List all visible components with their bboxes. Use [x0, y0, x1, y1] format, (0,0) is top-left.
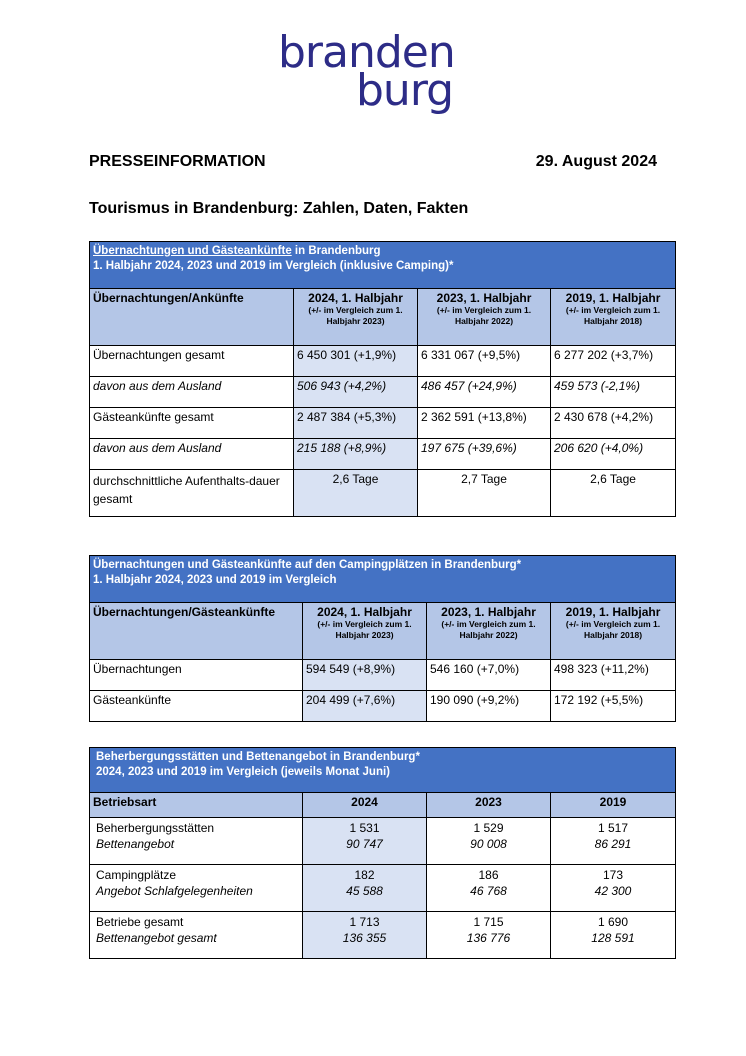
column-header-2023 — [427, 603, 551, 660]
table-title-line-1: Beherbergungsstätten und Bettenangebot in Brandenburg* — [96, 751, 420, 763]
row-label-sub: Angebot Schlafgelegenheiten — [96, 884, 253, 898]
table-title — [90, 242, 676, 289]
column-header-2023 — [418, 289, 551, 346]
cell-sub-value: 42 300 — [594, 884, 632, 898]
row-label — [90, 818, 303, 865]
cell-value: 1 690 — [597, 915, 629, 929]
row-label: Gästeankünfte — [90, 691, 303, 722]
table-title-line-2: 1. Halbjahr 2024, 2023 und 2019 im Vergleich (inklusive Camping)* — [93, 260, 454, 272]
table-header-row — [90, 793, 676, 818]
cell-sub-value: 128 591 — [591, 931, 635, 945]
column-header-title: 2023, 1. Halbjahr — [436, 291, 532, 305]
table-row — [90, 470, 676, 517]
cell-value: 1 517 — [597, 821, 629, 835]
column-header-2024: 2024 — [303, 793, 427, 818]
column-header-2019: 2019 — [551, 793, 676, 818]
cell-2019: 206 620 (+4,0%) — [551, 439, 676, 470]
table-row — [90, 408, 676, 439]
cell-sub-value: 46 768 — [470, 884, 507, 898]
column-header-2024 — [303, 603, 427, 660]
overnight-stays-table — [89, 241, 676, 517]
camping-table — [89, 555, 676, 722]
table-row — [90, 865, 676, 912]
cell-value: 1 713 — [349, 915, 380, 929]
cell-2024: 6 450 301 (+1,9%) — [294, 346, 418, 377]
cell-2024: 594 549 (+8,9%) — [303, 660, 427, 691]
cell-2023: 2 362 591 (+13,8%) — [418, 408, 551, 439]
column-header-note: (+/- im Vergleich zum 1. Halbjahr 2018) — [565, 305, 661, 326]
cell-sub-value: 136 776 — [466, 931, 511, 945]
cell-sub-value: 90 008 — [470, 837, 507, 851]
table-row — [90, 691, 676, 722]
cell-2019: 6 277 202 (+3,7%) — [551, 346, 676, 377]
cell-2023: 486 457 (+24,9%) — [418, 377, 551, 408]
cell-2024 — [303, 818, 427, 865]
column-header-label: Übernachtungen/Ankünfte — [90, 289, 294, 346]
cell-value: 173 — [602, 868, 624, 882]
cell-2019 — [551, 912, 676, 959]
press-label: PRESSEINFORMATION — [89, 153, 266, 170]
table-title-line-2: 2024, 2023 und 2019 im Vergleich (jeweils Monat Juni) — [96, 766, 391, 778]
column-header-title: 2023, 1. Halbjahr — [441, 605, 536, 619]
row-label-main: Beherbergungsstätten — [96, 821, 215, 835]
row-label: durchschnittliche Aufenthalts-dauer gesamt — [90, 470, 294, 517]
cell-2023: 197 675 (+39,6%) — [418, 439, 551, 470]
cell-2019: 2 430 678 (+4,2%) — [551, 408, 676, 439]
cell-2019 — [551, 865, 676, 912]
row-label: Gästeankünfte gesamt — [90, 408, 294, 439]
logo-line-1: branden — [278, 27, 455, 78]
row-label: davon aus dem Ausland — [90, 377, 294, 408]
row-label: Übernachtungen gesamt — [90, 346, 294, 377]
cell-2024 — [303, 865, 427, 912]
cell-sub-value: 45 588 — [346, 884, 383, 898]
column-header-note: (+/- im Vergleich zum 1. Halbjahr 2018) — [565, 619, 661, 640]
cell-2023: 6 331 067 (+9,5%) — [418, 346, 551, 377]
cell-2023: 546 160 (+7,0%) — [427, 660, 551, 691]
press-date: 29. August 2024 — [535, 153, 657, 170]
row-label: Übernachtungen — [90, 660, 303, 691]
table-title-rest: in Brandenburg — [291, 245, 381, 257]
cell-value: 182 — [354, 868, 375, 882]
column-header-label: Übernachtungen/Gästeankünfte — [90, 603, 303, 660]
cell-2024: 204 499 (+7,6%) — [303, 691, 427, 722]
table-title-underlined: Übernachtungen und Gästeankünfte — [93, 245, 292, 257]
table-header-row — [90, 603, 676, 660]
table-header-row — [90, 289, 676, 346]
table-row — [90, 346, 676, 377]
column-header-title: 2024, 1. Halbjahr — [317, 605, 412, 619]
column-header-note: (+/- im Vergleich zum 1. Halbjahr 2023) — [308, 305, 403, 326]
cell-value: 186 — [478, 868, 499, 882]
cell-2019: 459 573 (-2,1%) — [551, 377, 676, 408]
cell-2019: 172 192 (+5,5%) — [551, 691, 676, 722]
cell-2023 — [427, 818, 551, 865]
table-title — [90, 556, 676, 603]
cell-sub-value: 90 747 — [346, 837, 383, 851]
row-label-main: Betriebe gesamt — [96, 915, 184, 929]
cell-2019: 498 323 (+11,2%) — [551, 660, 676, 691]
column-header-note: (+/- im Vergleich zum 1. Halbjahr 2023) — [317, 619, 412, 640]
row-label: davon aus dem Ausland — [90, 439, 294, 470]
cell-2024 — [303, 912, 427, 959]
table-row — [90, 818, 676, 865]
table-row — [90, 660, 676, 691]
column-header-2019 — [551, 289, 676, 346]
row-label-sub: Bettenangebot — [96, 837, 175, 851]
cell-2023: 2,7 Tage — [418, 470, 551, 517]
row-label-main: Campingplätze — [96, 868, 177, 882]
column-header-2023: 2023 — [427, 793, 551, 818]
column-header-title: 2019, 1. Halbjahr — [565, 605, 661, 619]
cell-2024: 2,6 Tage — [294, 470, 418, 517]
row-label-sub: Bettenangebot gesamt — [96, 931, 217, 945]
table-row — [90, 439, 676, 470]
page-subtitle: Tourismus in Brandenburg: Zahlen, Daten, Fakten — [89, 200, 469, 217]
column-header-2024 — [294, 289, 418, 346]
cell-value: 1 531 — [349, 821, 380, 835]
column-header-title: 2024, 1. Halbjahr — [308, 291, 403, 305]
cell-sub-value: 86 291 — [594, 837, 632, 851]
cell-2024: 506 943 (+4,2%) — [294, 377, 418, 408]
cell-sub-value: 136 355 — [342, 931, 387, 945]
table-title-line-2: 1. Halbjahr 2024, 2023 und 2019 im Vergleich — [93, 574, 337, 586]
cell-2019: 2,6 Tage — [551, 470, 676, 517]
brandenburg-logo — [278, 27, 478, 116]
cell-2023 — [427, 865, 551, 912]
accommodation-table — [89, 747, 676, 959]
cell-2023 — [427, 912, 551, 959]
column-header-2019 — [551, 603, 676, 660]
cell-2024: 215 188 (+8,9%) — [294, 439, 418, 470]
cell-2023: 190 090 (+9,2%) — [427, 691, 551, 722]
table-title — [90, 748, 676, 793]
row-label — [90, 912, 303, 959]
cell-value: 1 715 — [473, 915, 504, 929]
logo-line-2: burg — [356, 65, 454, 116]
table-row — [90, 377, 676, 408]
table-title-line-1: Übernachtungen und Gästeankünfte auf den Campingplätzen in Brandenburg* — [93, 559, 522, 571]
cell-2019 — [551, 818, 676, 865]
column-header-note: (+/- im Vergleich zum 1. Halbjahr 2022) — [441, 619, 536, 640]
column-header-label: Betriebsart — [90, 793, 303, 818]
column-header-title: 2019, 1. Halbjahr — [565, 291, 661, 305]
cell-value: 1 529 — [473, 821, 504, 835]
cell-2024: 2 487 384 (+5,3%) — [294, 408, 418, 439]
column-header-note: (+/- im Vergleich zum 1. Halbjahr 2022) — [436, 305, 532, 326]
row-label — [90, 865, 303, 912]
table-row — [90, 912, 676, 959]
